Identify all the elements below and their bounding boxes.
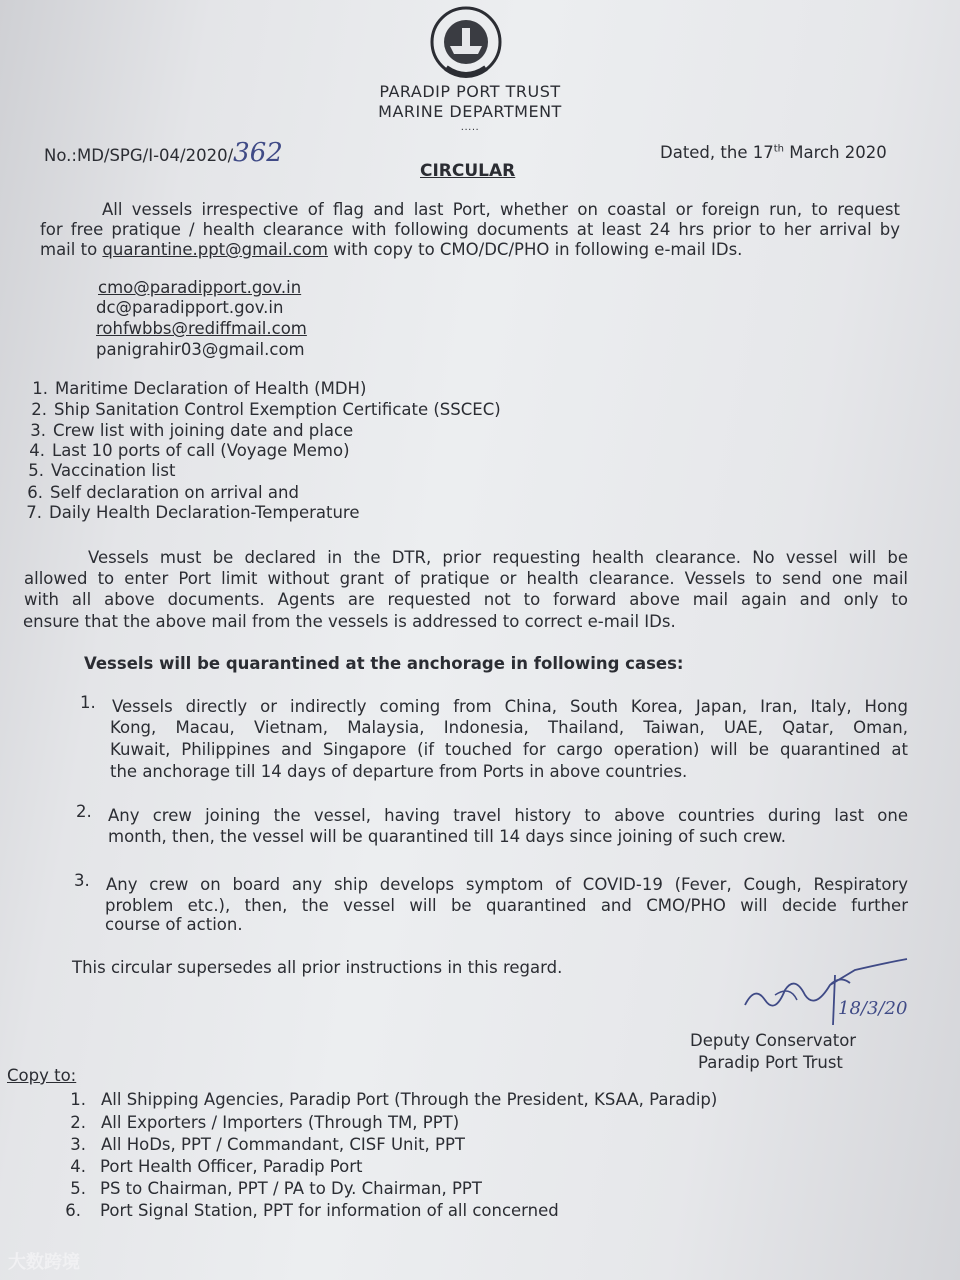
handwritten-date: 18/3/20	[838, 998, 908, 1019]
quarantine-heading: Vessels will be quarantined at the anchorage in following cases:	[84, 654, 684, 673]
case-1-line-4: the anchorage till 14 days of departure from Ports in above countries.	[110, 762, 688, 781]
para2-line-2: allowed to enter Port limit without grant of pratique or health clearance. Vessels to send one mail	[24, 569, 908, 588]
para2-line-1: Vessels must be declared in the DTR, prior requesting health clearance. No vessel will be	[88, 548, 908, 567]
intro-line-3	[40, 240, 742, 259]
signatory-designation: Deputy Conservator	[690, 1031, 857, 1050]
organization-name: PARADIP PORT TRUST	[379, 82, 561, 101]
case-3-line-1: Any crew on board any ship develops symptom of COVID-19 (Fever, Cough, Respiratory	[106, 875, 908, 894]
email-panigrahi[interactable]: panigrahir03@gmail.com	[96, 340, 305, 359]
handwritten-reference-number: 362	[233, 138, 283, 168]
port-trust-seal-logo	[428, 4, 504, 84]
date-superscript: th	[773, 143, 784, 155]
circular-date	[660, 143, 887, 162]
intro-mail-to: mail to	[40, 240, 103, 259]
email-cmo[interactable]: cmo@paradipport.gov.in	[98, 278, 302, 297]
handwritten-signature	[735, 955, 935, 1035]
quarantine-email-link[interactable]: quarantine.ppt@gmail.com	[102, 240, 328, 259]
department-name: MARINE DEPARTMENT	[378, 102, 562, 121]
intro-line-2: for free pratique / health clearance with following documents at least 24 hrs prior to her arrival by	[40, 220, 900, 239]
case-1-line-3: Kuwait, Philippines and Singapore (if touched for cargo operation) will be quarantined at	[110, 740, 908, 759]
watermark-text: 大数跨境	[8, 1252, 80, 1273]
signatory-organization: Paradip Port Trust	[698, 1053, 843, 1072]
case-3-line-3: course of action.	[105, 915, 243, 934]
case-3-line-2: problem etc.), then, the vessel will be quarantined and CMO/PHO will decide further	[105, 896, 908, 915]
copy-to-label: Copy to:	[7, 1066, 77, 1085]
date-suffix: March 2020	[784, 143, 887, 162]
circular-title: CIRCULAR	[420, 161, 516, 181]
date-prefix: Dated, the 17	[660, 143, 774, 162]
intro-line-3-suffix: with copy to CMO/DC/PHO in following e-mail IDs.	[327, 240, 743, 259]
case-2-line-1: Any crew joining the vessel, having travel history to above countries during last one	[108, 806, 908, 825]
case-number: 2.	[76, 802, 92, 821]
reference-number	[44, 138, 283, 168]
reference-number-prefix: No.:MD/SPG/I-04/2020/	[44, 146, 234, 165]
email-dc[interactable]: dc@paradipport.gov.in	[96, 298, 284, 317]
supersede-statement: This circular supersedes all prior instructions in this regard.	[72, 958, 563, 977]
case-1-line-1: Vessels directly or indirectly coming from China, South Korea, Japan, Iran, Italy, Hong	[112, 697, 908, 716]
intro-line-1: All vessels irrespective of flag and last Port, whether on coastal or foreign run, to request	[102, 200, 900, 219]
para2-line-3: with all above documents. Agents are requested not to forward above mail again and only to	[24, 590, 908, 609]
case-2-line-2: month, then, the vessel will be quarantined till 14 days since joining of such crew.	[108, 827, 786, 846]
case-1-line-2: Kong, Macau, Vietnam, Malaysia, Indonesia, Thailand, Taiwan, UAE, Qatar, Oman,	[110, 718, 908, 737]
para2-line-4: ensure that the above mail from the vessels is addressed to correct e-mail IDs.	[23, 612, 676, 631]
email-rohfw[interactable]: rohfwbbs@rediffmail.com	[96, 319, 307, 338]
header-dots: .....	[460, 122, 480, 133]
case-number: 3.	[74, 871, 90, 890]
case-number: 1.	[80, 693, 96, 712]
